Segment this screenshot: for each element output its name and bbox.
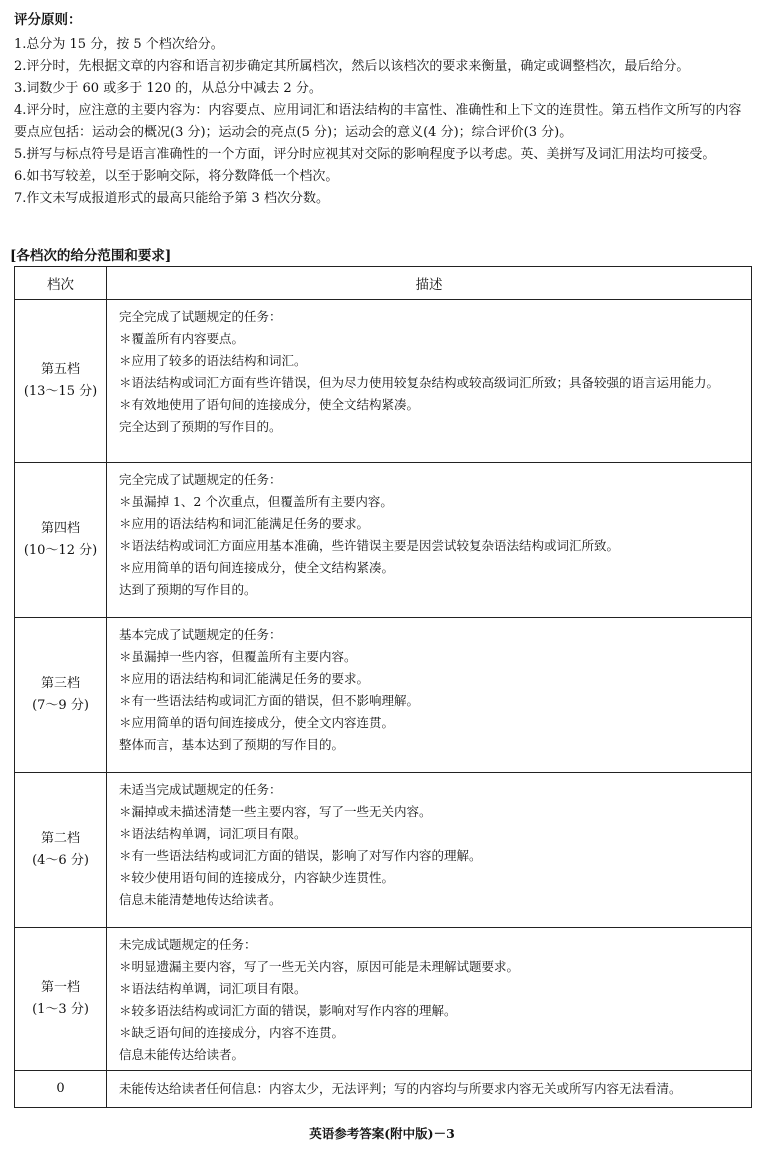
description-line: 信息未能传达给读者。	[119, 1047, 245, 1062]
description-line: ＊有一些语法结构或词汇方面的错误，影响了对写作内容的理解。	[119, 848, 482, 863]
level-range: (7～9 分)	[32, 698, 89, 713]
level-name: 0	[56, 1081, 65, 1096]
table-row	[15, 1071, 752, 1108]
table-row	[15, 928, 752, 1071]
description-line: 达到了预期的写作目的。	[119, 582, 257, 597]
description-line: ＊缺乏语句间的连接成分，内容不连贯。	[119, 1025, 345, 1040]
table-title: [各档次的给分范围和要求]	[10, 248, 172, 264]
level-range: (13～15 分)	[23, 384, 98, 399]
description-line: ＊语法结构或词汇方面应用基本准确，些许错误主要是因尝试较复杂语法结构或词汇所致。	[119, 538, 620, 553]
scoring-principles-heading: 评分原则：	[14, 12, 82, 28]
level-name: 第二档	[40, 831, 80, 846]
level-cell	[15, 618, 107, 773]
description-line: ＊语法结构单调，词汇项目有限。	[119, 981, 307, 996]
level-cell	[15, 928, 107, 1071]
description-line: ＊明显遗漏主要内容，写了一些无关内容，原因可能是未理解试题要求。	[119, 959, 520, 974]
description-line: ＊虽漏掉一些内容，但覆盖所有主要内容。	[119, 649, 357, 664]
description-line: ＊应用的语法结构和词汇能满足任务的要求。	[119, 516, 370, 531]
table-row	[15, 773, 752, 928]
scoring-rule: 5.拼写与标点符号是语言准确性的一个方面，评分时应视其对交际的影响程度予以考虑。英、美拼写及词汇用法均可接受。	[14, 147, 716, 162]
level-cell	[15, 1071, 107, 1108]
description-line: ＊语法结构或词汇方面有些许错误，但为尽力使用较复杂结构或较高级词汇所致；具备较强的语言运用能力。	[119, 375, 720, 390]
level-cell	[15, 463, 107, 618]
scoring-rule: 1.总分为 15 分，按 5 个档次给分。	[14, 37, 224, 52]
description-line: 信息未能清楚地传达给读者。	[119, 892, 282, 907]
description-cell	[107, 618, 752, 773]
description-line: ＊应用简单的语句间连接成分，使全文内容连贯。	[119, 715, 395, 730]
level-range: (10～12 分)	[23, 543, 98, 558]
description-cell	[107, 928, 752, 1071]
header-level: 档次	[15, 267, 107, 300]
description-cell	[107, 773, 752, 928]
scoring-rule: 6.如书写较差，以至于影响交际，将分数降低一个档次。	[14, 169, 339, 184]
description-line: ＊漏掉或未描述清楚一些主要内容，写了一些无关内容。	[119, 804, 432, 819]
description-line: ＊应用的语法结构和词汇能满足任务的要求。	[119, 671, 370, 686]
description-line: ＊有一些语法结构或词汇方面的错误，但不影响理解。	[119, 693, 420, 708]
description-line: ＊语法结构单调，词汇项目有限。	[119, 826, 307, 841]
description-line: ＊较多语法结构或词汇方面的错误，影响对写作内容的理解。	[119, 1003, 457, 1018]
scoring-rule: 4.评分时，应注意的主要内容为：内容要点、应用词汇和语法结构的丰富性、准确性和上下文的连贯性。第五档作文所写的内容要点应包括：运动会的概况(3 分)；运动会的亮点(5 分)；运动会的意义(4 分)；综合评价(3 分)。	[14, 103, 742, 140]
description-line: ＊应用简单的语句间连接成分，使全文结构紧凑。	[119, 560, 395, 575]
table-row	[15, 300, 752, 463]
level-cell	[15, 773, 107, 928]
header-description: 描述	[107, 267, 752, 300]
description-line: ＊虽漏掉 1、2 个次重点，但覆盖所有主要内容。	[119, 494, 393, 509]
description-cell	[107, 300, 752, 463]
table-header-row	[15, 267, 752, 300]
scoring-rule: 3.词数少于 60 或多于 120 的，从总分中减去 2 分。	[14, 81, 322, 96]
scoring-rule: 2.评分时，先根据文章的内容和语言初步确定其所属档次，然后以该档次的要求来衡量，确定或调整档次，最后给分。	[14, 59, 690, 74]
level-name: 第一档	[40, 980, 80, 995]
description-cell	[107, 463, 752, 618]
description-line: ＊较少使用语句间的连接成分，内容缺少连贯性。	[119, 870, 395, 885]
description-line: 基本完成了试题规定的任务：	[119, 627, 282, 642]
description-line: 未适当完成试题规定的任务：	[119, 782, 282, 797]
description-line: 完全达到了预期的写作目的。	[119, 419, 282, 434]
scoring-rule: 7.作文未写成报道形式的最高只能给予第 3 档次分数。	[14, 191, 329, 206]
level-cell	[15, 300, 107, 463]
table-row	[15, 463, 752, 618]
level-range: (4～6 分)	[32, 853, 89, 868]
description-line: ＊有效地使用了语句间的连接成分，使全文结构紧凑。	[119, 397, 420, 412]
scoring-table	[14, 266, 752, 1108]
level-range: (1～3 分)	[32, 1002, 89, 1017]
level-name: 第五档	[40, 362, 80, 377]
description-line: 未完成试题规定的任务：	[119, 937, 257, 952]
description-line: 完全完成了试题规定的任务：	[119, 472, 282, 487]
description-line: ＊应用了较多的语法结构和词汇。	[119, 353, 307, 368]
description-line: ＊覆盖所有内容要点。	[119, 331, 245, 346]
level-name: 第四档	[40, 521, 80, 536]
description-line: 未能传达给读者任何信息：内容太少，无法评判；写的内容均与所要求内容无关或所写内容无法看清。	[119, 1081, 682, 1096]
description-line: 整体而言，基本达到了预期的写作目的。	[119, 737, 345, 752]
table-row	[15, 618, 752, 773]
page-footer: 英语参考答案(附中版)－3	[309, 1126, 455, 1141]
scoring-rules-list	[14, 34, 754, 210]
description-cell	[107, 1071, 752, 1108]
description-line: 完全完成了试题规定的任务：	[119, 309, 282, 324]
level-name: 第三档	[40, 676, 80, 691]
